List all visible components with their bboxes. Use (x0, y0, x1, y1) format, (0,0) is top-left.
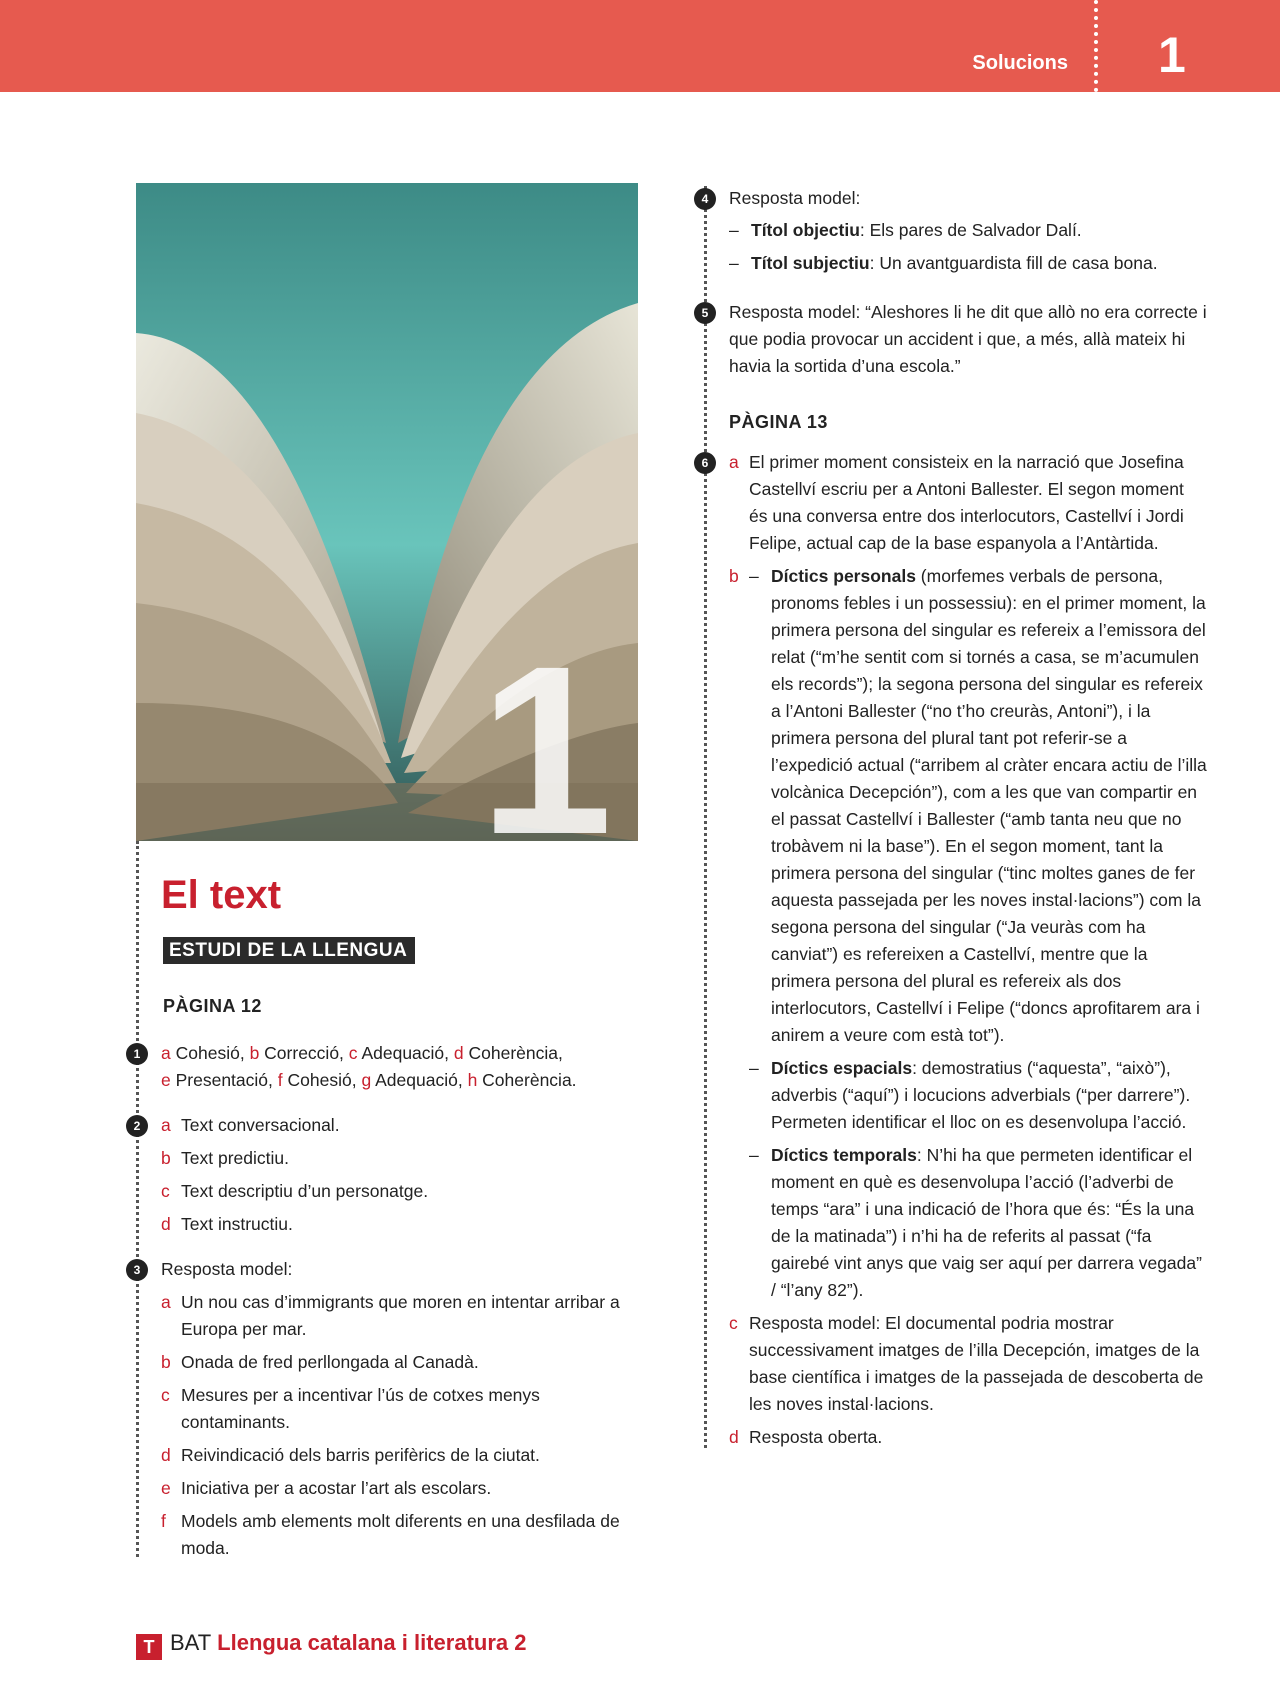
header-section: Solucions (972, 52, 1068, 74)
question-number-badge: 3 (126, 1259, 148, 1281)
list-item: – Díctics temporals: N’hi ha que permeten identificar el moment en què es desenvolupa l’acció (l’adverbi de temps “ara” i una indicació de l’hora que és: “És la una de la matinada”) i n’hi ha de referits al passat (“fa gairebé vint anys que vaig ser aquí per darrera vegada” / “l’any 82”). (749, 1145, 1202, 1300)
list-item: c Mesures per a incentivar l’ús de cotxes menys contaminants. (161, 1385, 540, 1432)
item-letter: g (361, 1070, 372, 1090)
list-item: f Models amb elements molt diferents en una desfilada de moda. (161, 1511, 620, 1558)
list-item: – Títol objectiu: Els pares de Salvador Dalí. (729, 220, 1082, 240)
list-item: d Reivindicació dels barris perifèrics de la ciutat. (161, 1445, 540, 1465)
page-12-heading: PÀGINA 12 (163, 996, 262, 1016)
list-item: e Iniciativa per a acostar l’art als escolars. (161, 1478, 492, 1498)
item-text: Coherència, (468, 1043, 563, 1063)
list-item: – Díctics espacials: demostratius (“aquesta”, “això”), adverbis (“aquí”) i locucions adverbials (“per darrere”). Permeten identificar el lloc on es desenvolupa l’acció. (749, 1058, 1191, 1132)
footer (136, 1630, 527, 1660)
q6-item-c: c Resposta model: El documental podria mostrar successivament imatges de l’illa Decepción, imatges de la base científica i imatges de la passejada de descoberta de les noves instal·lacions. (729, 1313, 1204, 1414)
list-item: c Text descriptiu d’un personatge. (161, 1181, 429, 1201)
item-text: Adequació, (361, 1043, 450, 1063)
item-letter: c (348, 1043, 358, 1063)
item-text: Correcció, (264, 1043, 344, 1063)
header-divider (1094, 0, 1098, 92)
page-13-heading: PÀGINA 13 (729, 412, 828, 432)
item-letter: d (453, 1043, 464, 1063)
cover-watermark-number: 1 (479, 616, 613, 841)
item-letter: e (161, 1070, 171, 1090)
item-letter: a (161, 1043, 171, 1063)
item-text: Cohesió, (287, 1070, 357, 1090)
question-3 (133, 1256, 629, 1568)
question-4 (701, 185, 1207, 283)
unit-number: 1 (1158, 27, 1186, 83)
unit-title: El text (161, 873, 282, 917)
item-letter: b (249, 1043, 260, 1063)
list-item: d Text instructiu. (161, 1214, 293, 1234)
header-bar (0, 0, 1280, 92)
q1-line-1 (161, 1040, 629, 1067)
footer-subject: Llengua catalana i literatura 2 (217, 1630, 527, 1655)
question-number-badge: 5 (694, 302, 716, 324)
question-2 (133, 1112, 629, 1244)
section-label: ESTUDI DE LA LLENGUA (163, 937, 415, 964)
q5-text: Resposta model: “Aleshores li he dit que allò no era correcte i que podia provocar un accident i que, a més, allà mateix hi havia la sortida d’una escola.” (729, 302, 1207, 376)
question-1 (133, 1040, 629, 1094)
item-letter: h (467, 1070, 478, 1090)
item-text: Adequació, (375, 1070, 463, 1090)
list-item: – Títol subjectiu: Un avantguardista fill de casa bona. (729, 253, 1158, 273)
question-6 (701, 449, 1207, 1457)
question-number-badge: 2 (126, 1115, 148, 1137)
question-number-badge: 1 (126, 1043, 148, 1065)
footer-series: BAT (170, 1630, 212, 1655)
right-column (701, 186, 1207, 1448)
list-item: b Onada de fred perllongada al Canadà. (161, 1352, 479, 1372)
list-item: a Text conversacional. (161, 1115, 340, 1135)
question-5 (701, 299, 1207, 380)
list-item: b Text predictiu. (161, 1148, 289, 1168)
list-item: a Un nou cas d’immigrants que moren en intentar arribar a Europa per mar. (161, 1292, 620, 1339)
item-text: Cohesió, (175, 1043, 245, 1063)
question-number-badge: 4 (694, 188, 716, 210)
item-text: Coherència. (482, 1070, 577, 1090)
q6-item-d: d Resposta oberta. (729, 1427, 883, 1447)
item-letter: f (277, 1070, 283, 1090)
q1-line-2 (161, 1067, 629, 1094)
left-column (133, 841, 629, 1558)
publisher-logo: T (136, 1634, 162, 1660)
q4-intro: Resposta model: (729, 188, 861, 208)
cover-photo-book (136, 183, 638, 841)
item-text: Presentació, (175, 1070, 273, 1090)
list-item: – Díctics personals (morfemes verbals de persona, pronoms febles i un possessiu): en el primer moment, la primera persona del singular es refereix a l’emissora del relat (“m’he sentit com si tornés a casa, se m’acumulen els records”); la segona persona del singular es refereix a l’Antoni Ballester (“no t’ho creuràs, Antoni”), i la primera persona del plural tant pot referir-se a l’expedició actual (“arribem al cràter encara actiu de l’illa volcànica Decepción”), com a les que van compartir en el passat Castellví i Ballester (“amb tanta neu que no trobàvem ni la base”). En el segon moment, tant la primera persona del singular (“tinc moltes ganes de fer aquesta passejada per les noves instal·lacions”) com la segona persona del singular (“Ja veuràs com ha canviat”) es refereixen a Castellví, mentre que la primera persona del plural es refereix als dos interlocutors, Castellví i Felipe (“doncs aprofitarem ara i anirem a veure com està tot”). (749, 566, 1207, 1045)
q3-intro: Resposta model: (161, 1259, 293, 1279)
question-number-badge: 6 (694, 452, 716, 474)
q6-item-b: b – Díctics personals (morfemes verbals de persona, pronoms febles i un possessiu): en el primer moment, la primera persona del singular es refereix a l’emissora del relat (“m’he sentit com si tornés a casa, se m’acumulen els records”); la segona persona del singular es refereix a l’Antoni Ballester (“no t’ho creuràs, Antoni”), i la primera persona del plural tant pot referir-se a l’expedició actual (“arribem al cràter encara actiu de l’illa volcànica Decepción”), com a les que van compartir en el passat Castellví i Ballester (“amb tanta neu que no trobàvem ni la base”). En el segon moment, tant la primera persona del singular (“tinc moltes ganes de fer aquesta passejada per les noves instal·lacions”) com la segona persona del singular (“Ja veuràs com ha canviat”) es refereixen a Castellví, mentre que la primera persona del plural es refereix als dos interlocutors, Castellví i Felipe (“doncs aprofitarem ara i anirem a veure com està tot”). – Díctics espacials: demostratius (“aquesta”, “això”), adverbis (“aquí”) i locucions adverbials (“per darrere”). Permeten identificar el lloc on es desenvolupa l’acció. – Díctics temporals: N’hi ha que permeten identificar el moment en què es desenvolupa l’acció (l’adverbi de temps “ara” i una indicació de l’hora que és: “És la una de la matinada”) i n’hi ha de referits al passat (“fa gairebé vint anys que vaig ser aquí per darrera vegada” / “l’any 82”). (729, 563, 1207, 1304)
q6-item-a: a El primer moment consisteix en la narració que Josefina Castellví escriu per a Antoni Ballester. El segon moment és una conversa entre dos interlocutors, Castellví i Jordi Felipe, actual cap de la base espanyola a l’Antàrtida. (729, 452, 1184, 553)
